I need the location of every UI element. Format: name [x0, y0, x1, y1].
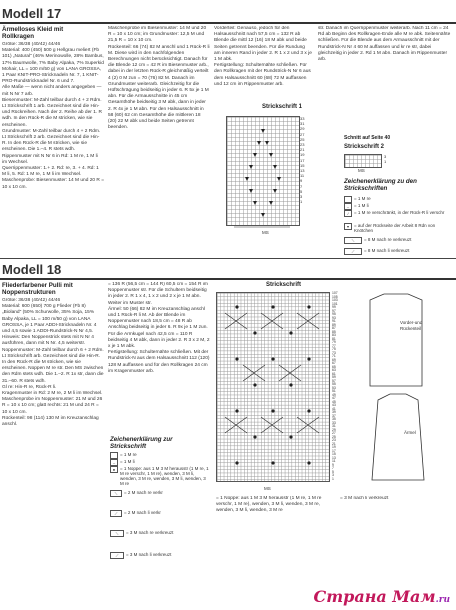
- model18-rule: [0, 278, 456, 280]
- model18-legend-title: Zeichenerklärung zur Strickschrift: [110, 436, 173, 450]
- model18-text-col4: = 3 M nach li verkreuzt: [340, 496, 389, 501]
- model18-legend-item: ● = 1 Noppe: aus 1 M 3 M herausstr (1 M re, 1 M re verschr, 1 M re), wenden, 3 M li, wenden, 3 M re, wenden, 3 M li, wenden, 3 M re: [110, 466, 210, 486]
- model18-legend-item: = 1 M re: [110, 452, 210, 459]
- cross-right-3-icon: ⟍: [110, 530, 124, 537]
- cross-right-icon: ⟍: [344, 237, 362, 244]
- model17-legend-item: / = 1 M re verschränkt, in der Rück-R li verschr: [344, 210, 452, 217]
- model17-legend-item: ⟍ = 8 M nach re verkreuzt: [344, 237, 452, 244]
- model17-legend-item: – = 1 M li: [344, 203, 452, 210]
- cross-left-icon: ⟋: [110, 510, 122, 517]
- watermark-logo: Страна Мам.ru: [313, 587, 450, 606]
- model17-strick1-label: Strickschrift 1: [262, 104, 303, 110]
- model17-legend-item: ▾ = auf der Rückseite der Arbeit 8 Rdn von Knötchen: [344, 223, 452, 233]
- model18-legend-item: – = 1 M li: [110, 459, 210, 466]
- bobble-symbol-icon: ●: [110, 466, 118, 473]
- model17-strick1-rownums: 33 31 29 27 25 23 21 19 17 15 13 11 9 7 5 3 1: [300, 116, 305, 205]
- model17-legend-item: = 1 M re: [344, 196, 452, 203]
- model17-strick2-label: Strickschrift 2: [344, 144, 385, 150]
- model18-legend-item: ⟋ = 2 M nach li verkr: [110, 510, 210, 517]
- cross-right-icon: ⟍: [110, 490, 122, 497]
- model17-text-col4: str. Danach im Querrippenmuster weiterarb. Nach 11 cm = 24 Rd ab Beginn des Rollkragen-Ende alle M re abk. Seitennähte schließen. Für die Blende aus dem Armausschnitt mit der Rundstrick-N Nr 4 60 M auffassen und kr re str, dabei gleichzeitig in jeder 2. Rd 1 M abn. Danach im Rippenmuster arb.: [318, 26, 451, 63]
- model18-text-col3: = 1 Noppe: aus 1 M 3 M herausstr (1 M re, 1 M re verschr, 1 M re), wenden, 3 M li, wenden, 3 M re, wenden, 3 M li, wenden, 3 M re: [216, 496, 322, 514]
- model18-schnitt-front-label: Vorder-und Rückenteil: [400, 320, 423, 332]
- model17-strick2-ms: MS: [358, 168, 365, 173]
- model17-strick2-rownums: 3 1: [384, 154, 387, 165]
- model18-text-col1: Größe: 36/38 (40/42) 44/46 Material: 600 (650) 700 g Flieder (Fb 8) „Bioland" (50% Schurwolle, 35% Soja, 15% Baby Alpaka, LL = 100 m/50 g) von LANA GROSSA, je 1 Paar ADDI-Stricknadeln Nr. 4 und 4,5 sowie 1 ADDI-Rundstrick-N Nr 4,5. Hinweis: Den Noppenstrick stets mit N Nr 4 ausführen, dann mit N Nr. 4,5 weiterstr. Noppenmuster: M-Zahl teilbar durch 6 + 2 Rdm. Lt Strickschrift arb. Gezeichnet sind die Hin-R. In den Rück-R die M stricken, wie sie erscheinen. Noppen M re str. Den MS zwischen den Rdm stets wdh. Die 1.–2. R 1x str, dann die 31.–60. R stets wdh. Gl re: Hin-R re, Rück-R li. Kragenmuster in Rd: 2 M re, 2 M li im Wechsel. Maschenprobe im Noppenmuster: 21 M und 26 R = 10 x 10 cm; glatt rechts: 21 M und 24 R = 10 x 10 cm. Rückenteil: 98 (114) 130 M im Kreuzanschlag anschl.: [2, 298, 104, 428]
- model17-strick1-ms: MS: [262, 230, 269, 235]
- model18-strick-symbols: [217, 293, 329, 481]
- model17-text-col1: Größe: 36/38 (40/42) 44/46 Material: 400 (450) 500 g Hellgrau meliert (Fb 101) „Natural" (46% Merinowolle, 28% Bambus, 17% Baumwolle, 7% Baby Alpaka, 7% Superkid Mohair, LL = 100 m/50 g) von LANA GROSSA, 1 Paar KNIT-PRO-Stricknadeln Nr. 7, 1 KNIT-PRO-Rundstricknadel Nr. 6 und 7. Alle Maße — wenn nicht anders angegeben — mit N Nr 7 arb. Biesenmuster: M-Zahl teilbar durch 4 + 2 Rdm. Lt Strickschrift 1 arb. Gezeichnet sind die Hin- und Rückreihen. Nach der 2. Reihe ab der 1. R wdh. In den Rück-R die M stricken, wie sie erscheinen. Grundmuster: M-Zahl teilbar durch 4 + 2 Rdm. Lt Strickschrift 2 arb. Gezeichnet sind die Hin-R. In den Rück-R die M stricken, wie sie erscheinen. Die 1.–4. R stets wdh. Rippenmuster mit N Nr 6 in Rd: 1 M re, 1 M li im Wechsel. Querrippenmuster: 1.+ 2. Rd: re, 3. + 4. Rd: 1 M li, 5. Rd: 1 M re, 1 M li im Wechsel. Maschenprobe: Biesenmuster: 14 M und 20 R = 10 x 10 cm.: [2, 42, 104, 190]
- model17-title: Modell 17: [2, 6, 62, 21]
- model17-text-col2: Maschenprobe im Biesenmuster: 14 M und 20 R = 10 x 10 cm; im Grundmuster: 12,5 M und 21,5 R = 10 x 10 cm. Rückenteil: 66 (74) 82 M anschl und 1 Rück-R li M. Diese wird in den nachfolgenden Berechnungen nicht berücksichtigt. Danach für die Blende 12 cm = 42 R im Biesenmuster arb., dabei in der letzten Rück-R gleichmäßig verteilt 4 (2) 0 M zun = 70 (76) 82 M. Danach im Grundmuster weiterarb. Gleichzeitig für die Hüftschrägung beidseitig in jeder 6. R 5x je 1 M abn. Für die Armausschnitte in 45 cm Gesamthöhe beidseitig 3 M abk, dann in jeder 2. R 4x je 1 M abn. Für den Halsausschnitt in 58 (60) 62 cm Gesamthöhe die mittleren 18 (20) 22 M abk und beide Seiten getrennt beenden.: [108, 26, 210, 131]
- purl-symbol-icon: –: [344, 203, 352, 210]
- model18-schnitt-sleeve-label: Ärmel: [404, 430, 416, 435]
- model18-legend-item: ⟍ = 2 M nach re verkr: [110, 490, 210, 497]
- model18-title: Modell 18: [2, 262, 62, 277]
- cross-left-icon: ⟋: [344, 248, 362, 255]
- twisted-stitch-icon: /: [344, 210, 352, 217]
- cross-left-3-icon: ⟋: [110, 552, 124, 559]
- model17-subtitle: Ärmelloses Kleid mit Rollkragen: [2, 26, 64, 40]
- model18-subtitle: Fliederfarbener Pulli mit Noppenstrukturen: [2, 282, 73, 296]
- model17-rule: [0, 22, 456, 24]
- model18-strick-ms: MS: [264, 486, 271, 491]
- section-divider: [0, 258, 456, 259]
- purl-symbol-icon: –: [110, 459, 118, 466]
- model17-text-col3: Vorderteil: Genauso, jedoch für den Halsausschnitt nach 57,5 cm = 132 R ab Blende die mittl 12 (16) 18 M abk und beide Seiten getrennt beenden. Für die Rundung am inneren Rand in jeder 2. R 1 x 2 und 3 x je 1 M abk. Fertigstellung: Schulternähte schließen. Für den Rollkragen mit der Rundstrick-N Nr 6 aus dem Halsausschnitt 60 (68) 72 M auffassen und 12 cm im Rippenmuster arb.: [214, 26, 312, 87]
- knit-symbol-icon: [110, 452, 118, 459]
- model17-legend-item: ⟋ = 8 M nach li verkreuzt: [344, 248, 452, 255]
- model18-text-col2: = 136 R (56,5 cm = 144 R) 60,5 cm = 154 R im Noppenmuster str. Für die Schultern beidseitig in jeder 2. R 1 x 4, 1 x 2 und 2 x je 1 M abn. Weiter im Muster str. Ärmel: 50 (66) 82 M im Kreuzanschlag anschl und 1 Rück-R li M. Ab der Blende im Noppenmuster nach 18,5 cm = 48 R ab Anschlag beidseitig in jeder 6. R 9x je 1 M zun. Für die Armkugel nach 42,5 cm = 110 R beidseitig 4 M abk, dann in jeder 2. R 3 x 2 M, 2 x je 1 M abk. Fertigstellung: Schulternähte schließen. Mit der Rundstrick-N aus dem Halsausschnitt 112 (120) 128 M auffassen und für den Rollkragen 24 cm im Kragenmuster arb.: [108, 282, 210, 374]
- model18-strick-label: Strickschrift: [266, 282, 302, 288]
- knot-symbol-icon: ▾: [344, 223, 352, 230]
- model18-strick-rownums: 107 105 103 101 99 97 95 93 91 89 87 85 83 81 79 77 75 73 71 69 67 65 63 61 59 57 55 53 51 49 47 45 43 41 39 37 35 33 31 29 27 25 23 21 19 17 15 13 11 9 7 5 3 1: [332, 291, 338, 481]
- model17-strick2-grid: [344, 154, 382, 168]
- model17-strick1-grid: [226, 116, 300, 226]
- model18-legend-item: ⟍ = 3 M nach re verkreuzt: [110, 530, 210, 537]
- model17-strick1-ms-bracket: [226, 226, 298, 230]
- knit-symbol-icon: [344, 196, 352, 203]
- model17-schnitt-ref: Schnitt auf Seite 40: [344, 135, 391, 141]
- model18-legend-item: ⟋ = 3 M nach li verkreuzt: [110, 552, 210, 559]
- model17-strick1-symbols: [227, 117, 299, 225]
- model17-legend-title: Zeichenerklärung zu den Strickschriften: [344, 178, 417, 192]
- model18-strick-grid: [216, 292, 330, 482]
